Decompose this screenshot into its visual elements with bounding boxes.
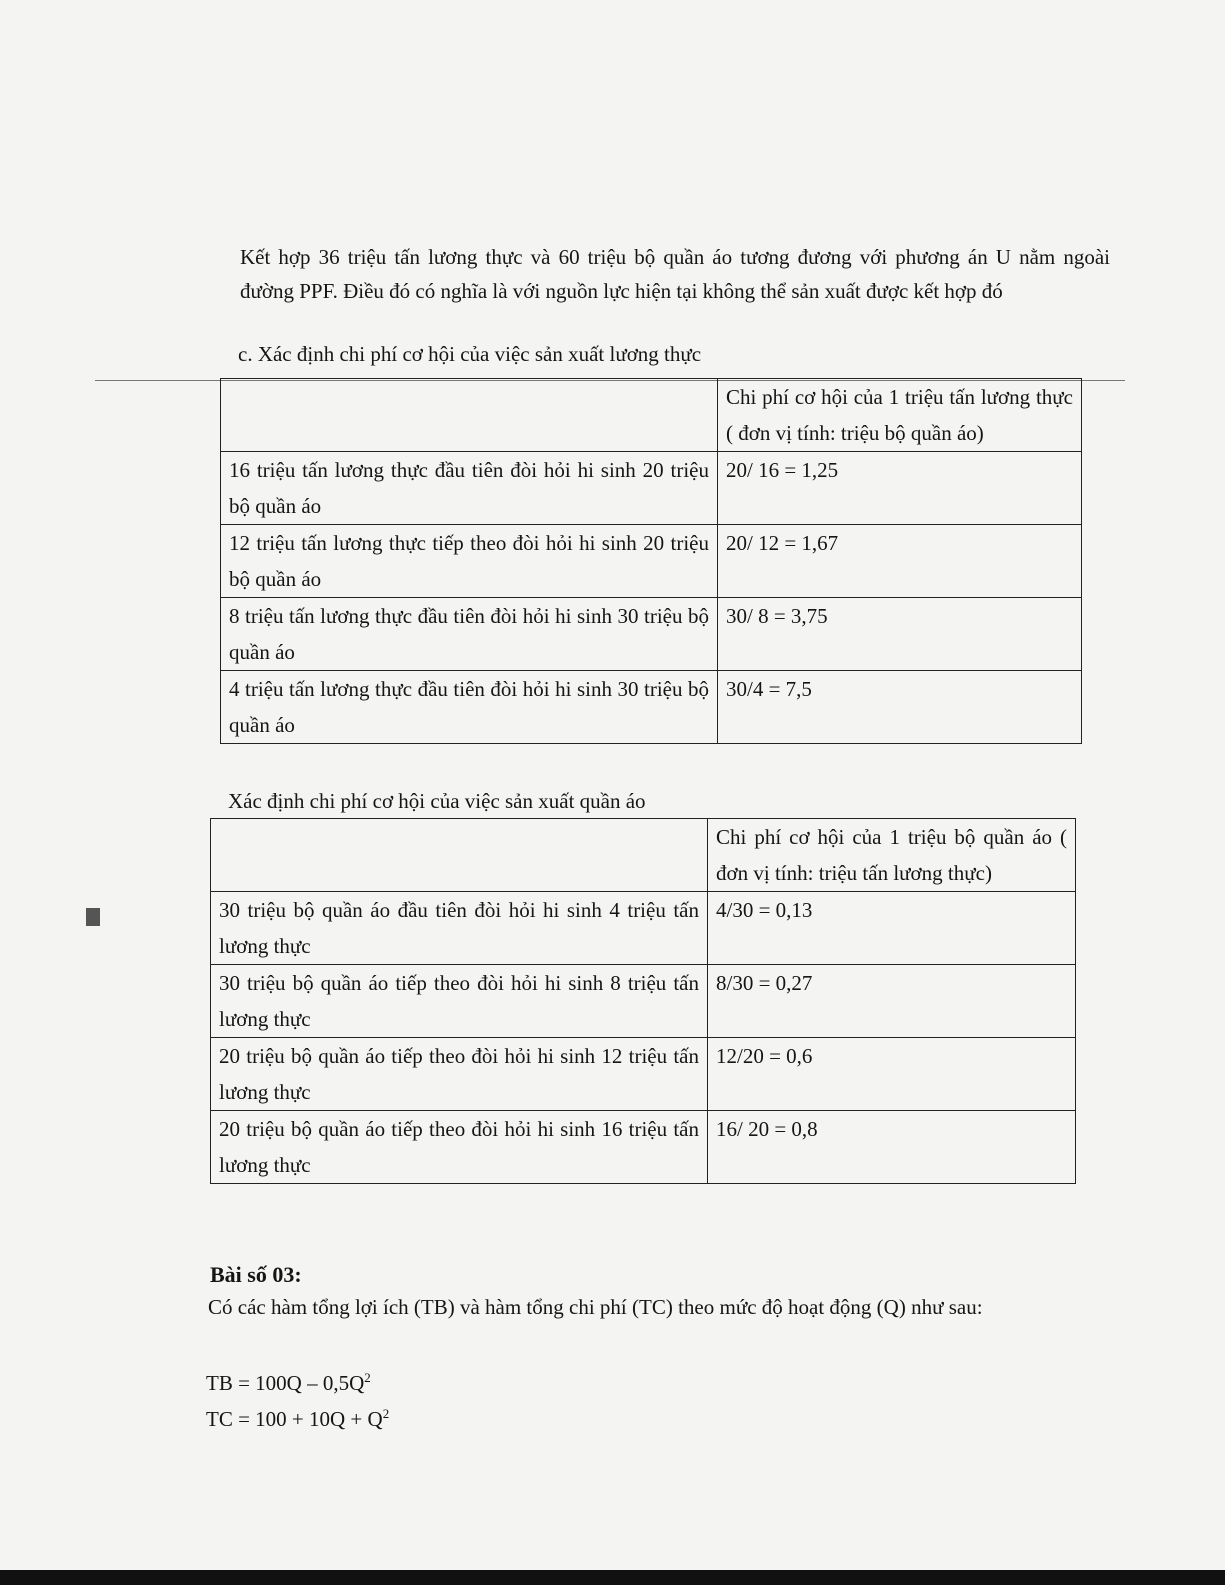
table-header-row [221,379,1082,452]
table-header-empty [221,379,718,452]
table-row [211,965,1076,1038]
table-row [221,525,1082,598]
table-row [221,452,1082,525]
row-description: 30 triệu bộ quần áo tiếp theo đòi hỏi hi sinh 8 triệu tấn lương thực [211,965,708,1038]
row-description: 20 triệu bộ quần áo tiếp theo đòi hỏi hi sinh 16 triệu tấn lương thực [211,1111,708,1184]
scan-mark [86,908,100,926]
row-description: 30 triệu bộ quần áo đầu tiên đòi hỏi hi sinh 4 triệu tấn lương thực [211,892,708,965]
formula-tc [206,1406,389,1432]
scan-bottom-edge [0,1570,1225,1585]
row-value: 20/ 16 = 1,25 [718,452,1082,525]
formula-exponent: 2 [382,1406,390,1421]
formula-tc-text: TC = 100 + 10Q + Q [206,1407,383,1431]
row-value: 12/20 = 0,6 [708,1038,1076,1111]
table-row [211,1038,1076,1111]
row-value: 16/ 20 = 0,8 [708,1111,1076,1184]
row-description: 16 triệu tấn lương thực đầu tiên đòi hỏi hi sinh 20 triệu bộ quần áo [221,452,718,525]
row-description: 20 triệu bộ quần áo tiếp theo đòi hỏi hi sinh 12 triệu tấn lương thực [211,1038,708,1111]
table-header-cell: Chi phí cơ hội của 1 triệu bộ quần áo ( đơn vị tính: triệu tấn lương thực) [708,819,1076,892]
table-row [221,671,1082,744]
exercise-title: Bài số 03: [210,1262,302,1287]
row-value: 30/4 = 7,5 [718,671,1082,744]
paragraph-functions: Có các hàm tổng lợi ích (TB) và hàm tổng chi phí (TC) theo mức độ hoạt động (Q) như sau: [208,1295,983,1319]
food-opportunity-cost-table [220,378,1082,744]
table-row [211,892,1076,965]
row-description: 12 triệu tấn lương thực tiếp theo đòi hỏi hi sinh 20 triệu bộ quần áo [221,525,718,598]
row-description: 4 triệu tấn lương thực đầu tiên đòi hỏi hi sinh 30 triệu bộ quần áo [221,671,718,744]
row-value: 4/30 = 0,13 [708,892,1076,965]
table-header-row [211,819,1076,892]
row-value: 20/ 12 = 1,67 [718,525,1082,598]
paragraph-ppf-conclusion: Kết hợp 36 triệu tấn lương thực và 60 triệu bộ quần áo tương đương với phương án U nằm ngoài đường PPF. Điều đó có nghĩa là với nguồn lực hiện tại không thể sản xuất được kết hợp đó [240,245,1110,303]
row-value: 8/30 = 0,27 [708,965,1076,1038]
row-description: 8 triệu tấn lương thực đầu tiên đòi hỏi hi sinh 30 triệu bộ quần áo [221,598,718,671]
formula-tb [206,1370,371,1396]
heading-clothes-opportunity-cost: Xác định chi phí cơ hội của việc sản xuất quần áo [228,789,646,813]
formula-tb-text: TB = 100Q – 0,5Q [206,1371,365,1395]
table-row [221,598,1082,671]
formula-exponent: 2 [364,1370,371,1385]
table-row [211,1111,1076,1184]
table-header-cell: Chi phí cơ hội của 1 triệu tấn lương thực ( đơn vị tính: triệu bộ quần áo) [718,379,1082,452]
row-value: 30/ 8 = 3,75 [718,598,1082,671]
table-header-empty [211,819,708,892]
clothes-opportunity-cost-table [210,818,1076,1184]
heading-food-opportunity-cost: c. Xác định chi phí cơ hội của việc sản xuất lương thực [238,342,702,366]
